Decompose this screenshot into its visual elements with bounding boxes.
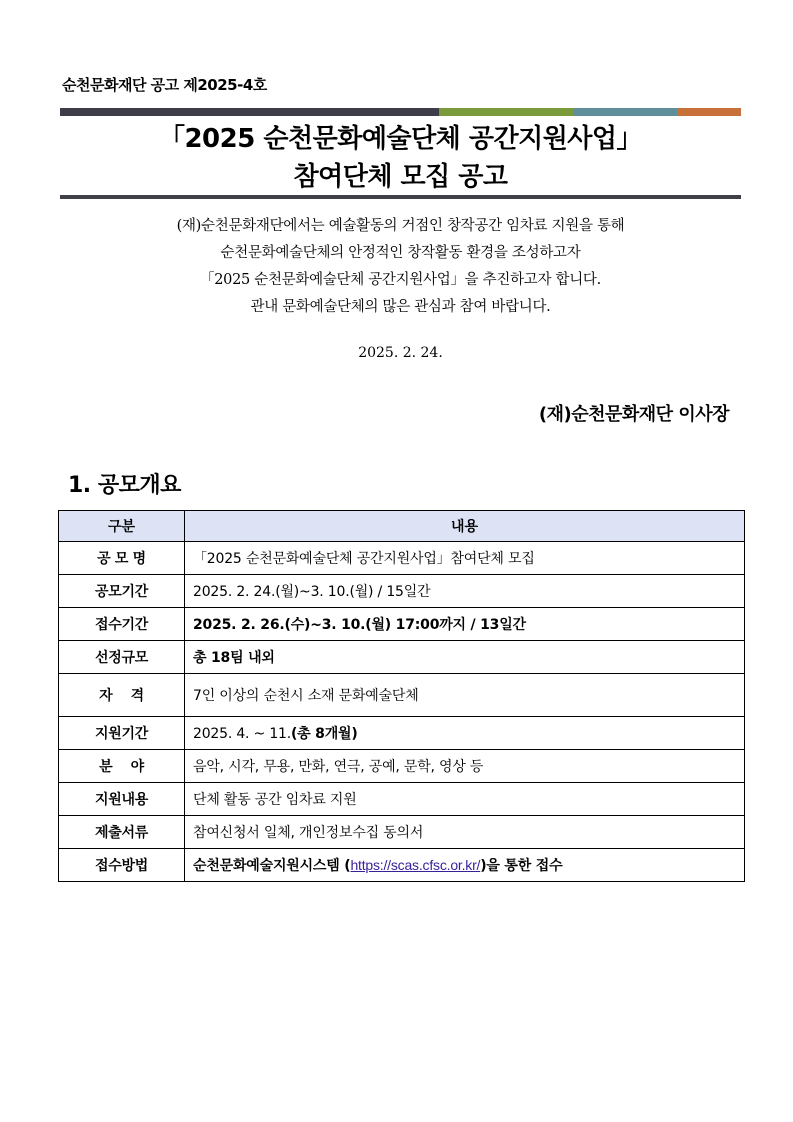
- submission-system-link[interactable]: https://scas.cfsc.or.kr/: [350, 857, 481, 873]
- row-value: 단체 활동 공간 임차료 지원: [185, 783, 745, 816]
- title-underline: [60, 195, 741, 199]
- row-value: 7인 이상의 순천시 소재 문화예술단체: [185, 674, 745, 717]
- row-key: 공 모 명: [59, 542, 185, 575]
- table-row: [59, 816, 745, 849]
- row-key: 접수방법: [59, 849, 185, 882]
- table-row: [59, 750, 745, 783]
- section-title: 1. 공모개요: [68, 473, 181, 498]
- signer: (재)순천문화재단 이사장: [538, 404, 729, 425]
- row-value: [185, 717, 745, 750]
- row-value: 총 18팀 내외: [185, 641, 745, 674]
- row-value: 「2025 순천문화예술단체 공간지원사업」참여단체 모집: [185, 542, 745, 575]
- bar-segment-3: [439, 108, 573, 116]
- row-key: 접수기간: [59, 608, 185, 641]
- title-color-bar: [60, 108, 741, 116]
- row-value: 2025. 2. 24.(월)~3. 10.(월) / 15일간: [185, 575, 745, 608]
- table-row: [59, 674, 745, 717]
- table-row: [59, 641, 745, 674]
- intro-line: 관내 문화예술단체의 많은 관심과 참여 바랍니다.: [250, 299, 551, 315]
- intro-paragraph: [60, 213, 741, 321]
- row-key: 공모기간: [59, 575, 185, 608]
- row-key: 분 야: [59, 750, 185, 783]
- intro-line: (재)순천문화재단에서는 예술활동의 거점인 창작공간 임차료 지원을 통해: [176, 218, 625, 234]
- period-duration: (총 8개월): [290, 726, 358, 742]
- table-header-row: [59, 511, 745, 542]
- row-value: 음악, 시각, 무용, 만화, 연극, 공예, 문학, 영상 등: [185, 750, 745, 783]
- table-row: [59, 717, 745, 750]
- row-value: 참여신청서 일체, 개인정보수집 동의서: [185, 816, 745, 849]
- row-key: 제출서류: [59, 816, 185, 849]
- table-row: [59, 783, 745, 816]
- table-row: [59, 849, 745, 882]
- page-title-line-1: 「2025 순천문화예술단체 공간지원사업」: [158, 124, 643, 154]
- header-key: 구분: [59, 511, 185, 542]
- notice-number: 순천문화재단 공고 제2025-4호: [62, 76, 267, 94]
- method-text-pre: 순천문화예술지원시스템 (: [193, 858, 351, 874]
- intro-line: 순천문화예술단체의 안정적인 창작활동 환경을 조성하고자: [220, 245, 581, 261]
- intro-line: 「2025 순천문화예술단체 공간지원사업」을 추진하고자 합니다.: [200, 272, 601, 288]
- bar-segment-4: [573, 108, 677, 116]
- bar-segment-1: [60, 108, 257, 116]
- method-text-post: )을 통한 접수: [480, 858, 563, 874]
- table-row: [59, 575, 745, 608]
- row-key: 선정규모: [59, 641, 185, 674]
- row-value: [185, 849, 745, 882]
- row-value: 2025. 2. 26.(수)~3. 10.(월) 17:00까지 / 13일간: [185, 608, 745, 641]
- bar-segment-5: [677, 108, 741, 116]
- row-key: 지원기간: [59, 717, 185, 750]
- page-title-line-2: 참여단체 모집 공고: [293, 162, 508, 192]
- row-key: 자 격: [59, 674, 185, 717]
- notice-date: 2025. 2. 24.: [358, 345, 443, 361]
- bar-segment-2: [257, 108, 439, 116]
- row-key: 지원내용: [59, 783, 185, 816]
- table-row: [59, 608, 745, 641]
- overview-table: [58, 510, 745, 882]
- header-value: 내용: [185, 511, 745, 542]
- table-row: [59, 542, 745, 575]
- period-text: 2025. 4. ~ 11.: [193, 726, 291, 742]
